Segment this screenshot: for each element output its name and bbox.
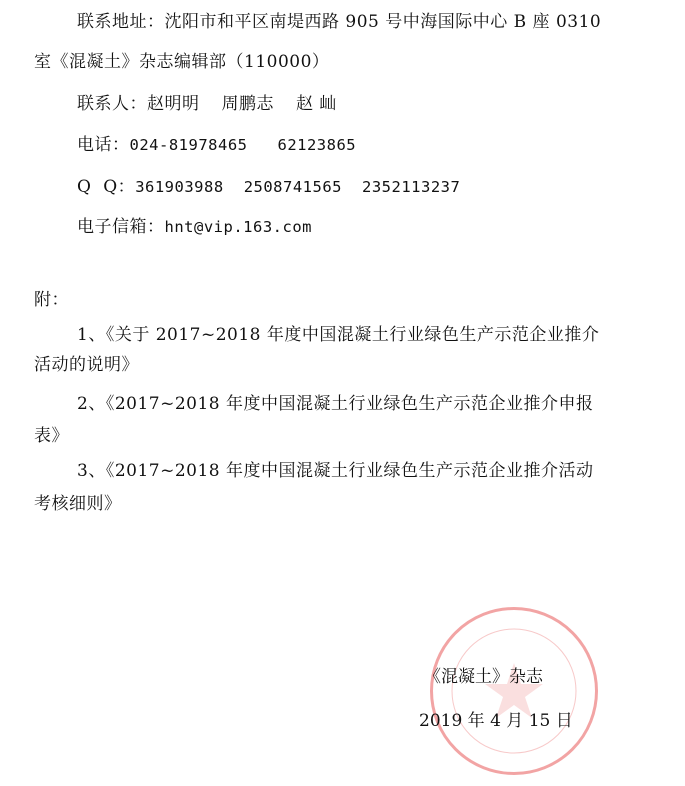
- address-line-2: 室《混凝土》杂志编辑部（110000）: [34, 52, 330, 72]
- phone-number: 62123865: [277, 136, 357, 154]
- phone-number: 024-81978465: [129, 136, 248, 154]
- contact-persons-label: 联系人：: [77, 94, 147, 114]
- phone-label: 电话：: [77, 135, 130, 155]
- official-seal: [430, 607, 598, 775]
- attachment-2-line-1: 2、《2017~2018 年度中国混凝土行业绿色生产示范企业推介申报: [77, 394, 594, 414]
- qq-number: 2508741565: [243, 178, 343, 196]
- attachment-1-line-2: 活动的说明》: [34, 355, 139, 375]
- phone-line: [77, 134, 356, 156]
- email-line: [77, 216, 312, 238]
- qq-number: 2352113237: [362, 178, 461, 196]
- qq-line: [77, 176, 460, 198]
- attachment-2-line-2: 表》: [34, 426, 69, 446]
- contact-person: 赵 屾: [296, 94, 337, 114]
- attachment-3-line-2: 考核细则》: [34, 494, 122, 514]
- qq-number: 361903988: [135, 178, 224, 196]
- qq-label: Q Q：: [77, 177, 136, 197]
- contact-person: 周鹏志: [221, 94, 274, 114]
- seal-star-icon: [430, 607, 598, 775]
- attachment-1-line-1: 1、《关于 2017~2018 年度中国混凝土行业绿色生产示范企业推介: [77, 325, 600, 345]
- email-address: hnt@vip.163.com: [164, 218, 312, 236]
- contact-person: 赵明明: [147, 94, 200, 114]
- address-line-1: 联系地址：沈阳市和平区南堤西路 905 号中海国际中心 B 座 0310: [77, 12, 602, 32]
- attachment-3-line-1: 3、《2017~2018 年度中国混凝土行业绿色生产示范企业推介活动: [77, 461, 594, 481]
- signature-org: 《混凝土》杂志: [424, 667, 543, 687]
- attachments-heading: 附：: [34, 290, 69, 310]
- contact-persons: [77, 93, 337, 115]
- email-label: 电子信箱：: [77, 217, 165, 237]
- signature-date: 2019 年 4 月 15 日: [419, 711, 573, 731]
